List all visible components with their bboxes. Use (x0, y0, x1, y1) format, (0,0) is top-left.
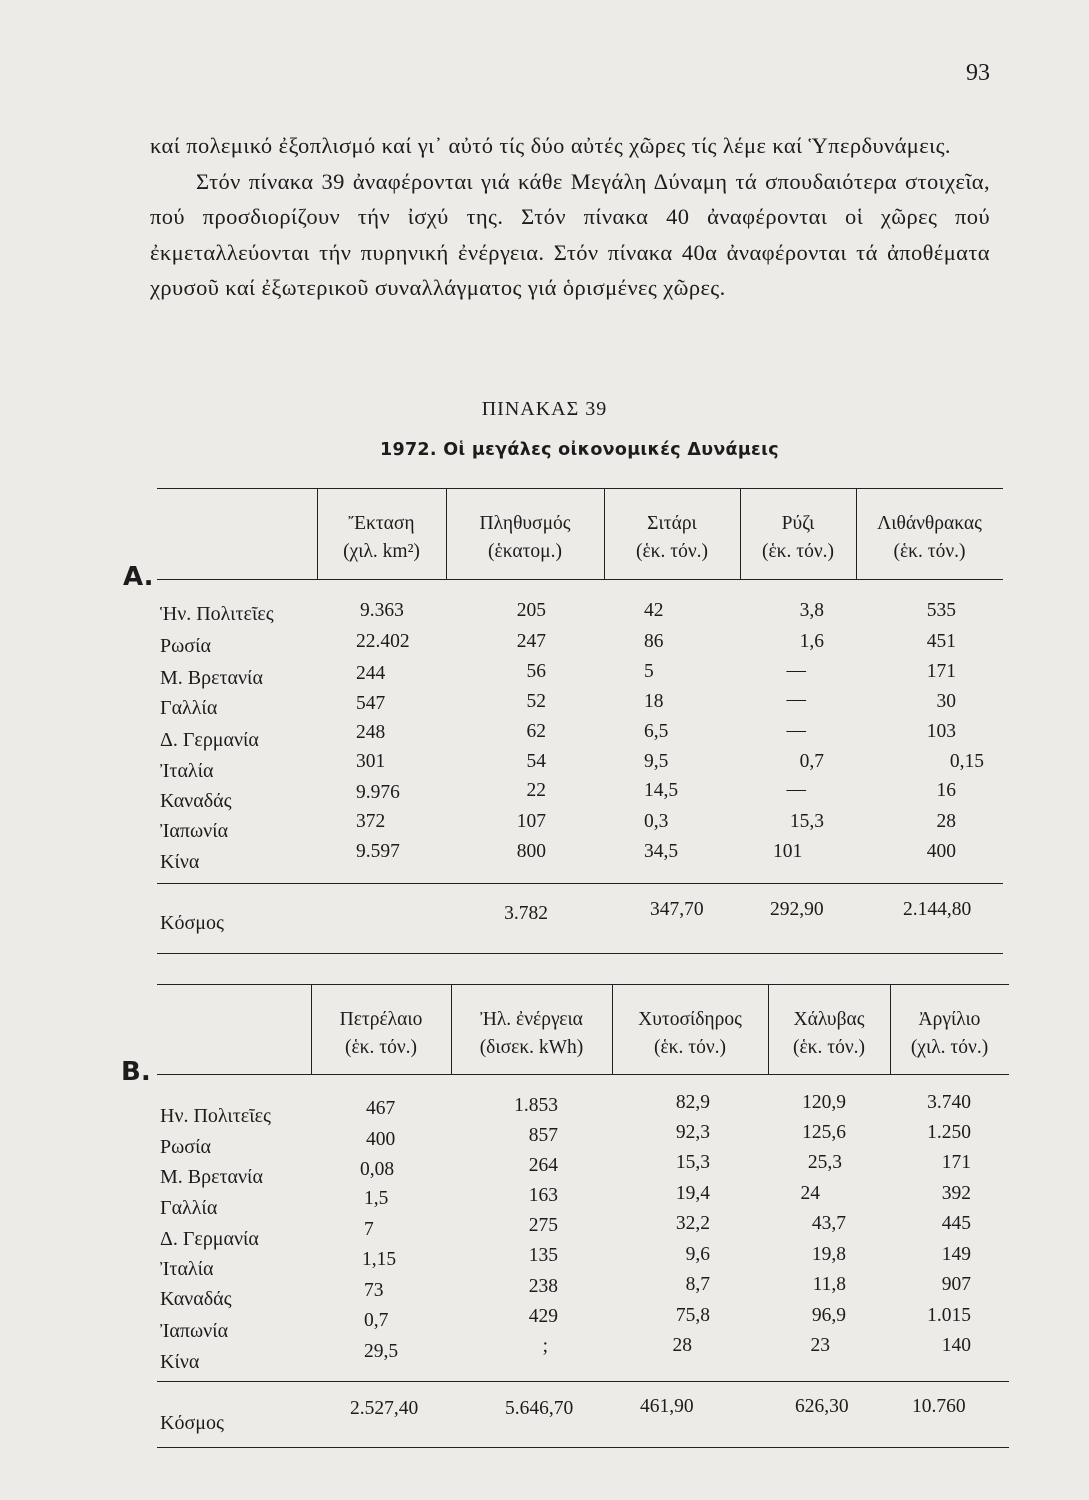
b-france-oil: 1,5 (364, 1188, 389, 1209)
b-japan-steel: 96,9 (811, 1305, 846, 1326)
country-b-japan: Ἰαπωνία (160, 1320, 229, 1342)
a-canada-area: 9.976 (356, 782, 400, 803)
header-area: Ἔκταση (χιλ. km²) (343, 513, 420, 562)
a-france-coal: 30 (936, 691, 956, 712)
b-uk-aluminium: 171 (941, 1152, 971, 1173)
country-a-italy: Ἰταλία (160, 760, 214, 782)
header-population: Πληθυσμός (ἑκατομ.) (479, 513, 571, 562)
table-caption: ΠΙΝΑΚΑΣ 39 (481, 398, 608, 420)
header-electricity: Ἠλ. ἐνέργεια (δισεκ. kWh) (479, 1009, 584, 1058)
page-number: 93 (966, 60, 990, 86)
table-title: 1972. Οἱ μεγάλες οἰκονομικές Δυνάμεις (380, 440, 779, 460)
table-b-total-rule (157, 1381, 1009, 1382)
country-a-canada: Καναδάς (160, 790, 232, 812)
b-japan-aluminium: 1.015 (927, 1305, 971, 1326)
b-us-aluminium: 3.740 (927, 1092, 971, 1113)
b-world-steel: 626,30 (795, 1396, 849, 1417)
b-uk-electricity: 264 (528, 1155, 558, 1176)
b-china-electricity: ; (542, 1336, 548, 1357)
b-china-aluminium: 140 (941, 1335, 971, 1356)
b-w-germany-pig-iron: 32,2 (675, 1213, 710, 1234)
header-steel: Χάλυβας (ἑκ. τόν.) (792, 1009, 866, 1058)
table-b-header-rule (157, 1074, 1009, 1075)
a-china-rice: 101 (773, 841, 803, 862)
a-russia-population: 247 (516, 631, 546, 652)
a-canada-population: 22 (526, 780, 546, 801)
country-a-w-germany: Δ. Γερμανία (160, 729, 259, 751)
b-russia-oil: 400 (366, 1129, 396, 1150)
b-italy-aluminium: 149 (941, 1244, 971, 1265)
b-w-germany-electricity: 275 (528, 1215, 558, 1236)
a-world-coal: 2.144,80 (903, 899, 972, 920)
b-w-germany-oil: 7 (364, 1219, 374, 1240)
country-a-russia: Ρωσία (160, 635, 211, 657)
b-china-steel: 23 (810, 1335, 830, 1356)
country-b-russia: Ρωσία (160, 1136, 211, 1158)
a-uk-population: 56 (526, 661, 546, 682)
country-b-china: Κίνα (160, 1351, 200, 1373)
a-russia-coal: 451 (926, 631, 956, 652)
b-russia-aluminium: 1.250 (927, 1122, 971, 1143)
a-japan-rice: 15,3 (789, 811, 824, 832)
a-france-area: 547 (356, 693, 386, 714)
country-b-uk: Μ. Βρετανία (160, 1166, 263, 1188)
header-aluminium: Ἀργίλιο (χιλ. τόν.) (910, 1009, 989, 1058)
b-uk-steel: 25,3 (807, 1152, 842, 1173)
header-rice: Ρύζι (ἑκ. τόν.) (761, 513, 835, 562)
a-france-wheat: 18 (644, 691, 664, 712)
header-pig-iron: Χυτοσίδηρος (ἑκ. τόν.) (638, 1009, 742, 1058)
b-japan-pig-iron: 75,8 (675, 1305, 710, 1326)
a-italy-wheat: 9,5 (644, 751, 669, 772)
b-italy-oil: 1,15 (362, 1249, 397, 1270)
a-china-wheat: 34,5 (644, 841, 679, 862)
a-uk-wheat: 5 (644, 661, 654, 682)
a-italy-area: 301 (356, 751, 386, 772)
section-a-label: A. (123, 562, 154, 592)
country-b-canada: Καναδάς (160, 1288, 232, 1310)
a-world-wheat: 347,70 (650, 899, 704, 920)
a-china-coal: 400 (926, 841, 956, 862)
header-wheat: Σιτάρι (ἑκ. τόν.) (635, 513, 709, 562)
country-a-us: Ἡν. Πολιτεῖες (160, 603, 274, 625)
paragraph-2: Στόν πίνακα 39 ἀναφέρονται γιά κάθε Μεγάλη Δύναμη τά σπουδαιότερα στοιχεῖα, πού προσδιορίζουν τήν ἰσχύ της. Στόν πίνακα 40 ἀναφέρονται οἱ χῶρες πού ἐκμεταλλεύονται τήν πυρηνική ἐνέργεια. Στόν πίνακα 40α ἀναφέρονται τά ἀποθέματα χρυσοῦ καί ἐξωτερικοῦ συναλλάγματος γιά ὁρισμένες χῶρες. (150, 168, 990, 300)
a-russia-wheat: 86 (644, 631, 664, 652)
b-japan-oil: 0,7 (364, 1310, 389, 1331)
country-a-japan: Ἰαπωνία (160, 820, 229, 842)
a-russia-area: 22.402 (356, 631, 410, 652)
b-uk-pig-iron: 15,3 (675, 1152, 710, 1173)
a-canada-coal: 16 (936, 780, 956, 801)
b-canada-aluminium: 907 (941, 1274, 971, 1295)
b-w-germany-steel: 43,7 (811, 1213, 846, 1234)
b-world-electricity: 5.646,70 (505, 1398, 574, 1419)
country-a-world: Κόσμος (160, 912, 224, 934)
country-b-italy: Ἰταλία (160, 1258, 214, 1280)
a-us-area: 9.363 (360, 600, 404, 621)
a-china-area: 9.597 (356, 841, 400, 862)
a-russia-rice: 1,6 (799, 631, 824, 652)
a-japan-area: 372 (356, 811, 386, 832)
b-canada-pig-iron: 8,7 (685, 1274, 710, 1295)
b-france-electricity: 163 (528, 1185, 558, 1206)
a-world-rice: 292,90 (770, 899, 824, 920)
b-russia-pig-iron: 92,3 (675, 1122, 710, 1143)
header-coal: Λιθάνθρακας (ἑκ. τόν.) (877, 513, 982, 562)
a-us-rice: 3,8 (799, 600, 824, 621)
country-b-w-germany: Δ. Γερμανία (160, 1228, 259, 1250)
a-us-population: 205 (516, 600, 546, 621)
b-italy-pig-iron: 9,6 (685, 1244, 710, 1265)
a-w-germany-wheat: 6,5 (644, 721, 669, 742)
b-russia-steel: 125,6 (802, 1122, 846, 1143)
a-us-coal: 535 (926, 600, 956, 621)
a-japan-population: 107 (516, 811, 546, 832)
b-w-germany-aluminium: 445 (941, 1213, 971, 1234)
b-us-oil: 467 (366, 1098, 396, 1119)
a-japan-wheat: 0,3 (644, 811, 669, 832)
b-china-oil: 29,5 (364, 1341, 399, 1362)
b-canada-steel: 11,8 (812, 1274, 846, 1295)
b-world-pig-iron: 461,90 (640, 1396, 694, 1417)
b-china-pig-iron: 28 (672, 1335, 692, 1356)
b-uk-oil: 0,08 (360, 1159, 395, 1180)
a-w-germany-coal: 103 (926, 721, 956, 742)
table-b-top-rule (157, 984, 1009, 985)
b-canada-electricity: 238 (528, 1276, 558, 1297)
a-world-population: 3.782 (504, 903, 548, 924)
b-us-pig-iron: 82,9 (675, 1092, 710, 1113)
b-france-aluminium: 392 (941, 1183, 971, 1204)
country-a-china: Κίνα (160, 851, 200, 873)
table-a-top-rule (157, 488, 1003, 489)
b-world-oil: 2.527,40 (350, 1398, 419, 1419)
a-w-germany-area: 248 (356, 722, 386, 743)
b-japan-electricity: 429 (528, 1306, 558, 1327)
a-uk-area: 244 (356, 663, 386, 684)
section-b-label: B. (121, 1057, 151, 1087)
a-canada-rice: — (786, 779, 806, 800)
a-italy-population: 54 (526, 751, 546, 772)
a-italy-coal: 0,15 (949, 751, 984, 772)
a-uk-coal: 171 (926, 661, 956, 682)
country-b-us: Ην. Πολιτεῖες (160, 1105, 271, 1127)
b-italy-steel: 19,8 (811, 1244, 846, 1265)
country-a-uk: Μ. Βρετανία (160, 667, 263, 689)
country-b-france: Γαλλία (160, 1197, 218, 1219)
a-uk-rice: — (786, 660, 806, 681)
body-text (150, 128, 990, 306)
b-russia-electricity: 857 (528, 1125, 558, 1146)
table-a-total-rule (157, 883, 1003, 884)
a-canada-wheat: 14,5 (644, 780, 679, 801)
a-japan-coal: 28 (936, 811, 956, 832)
paragraph-1: καί πολεμικό ἐξοπλισμό καί γι᾽ αὐτό τίς δύο αὐτές χῶρες τίς λέμε καί Ὑπερδυνάμεις. (150, 133, 951, 158)
a-france-population: 52 (526, 691, 546, 712)
table-a-header-rule (157, 579, 1003, 580)
b-canada-oil: 73 (364, 1280, 384, 1301)
a-china-population: 800 (516, 841, 546, 862)
a-us-wheat: 42 (644, 600, 664, 621)
b-us-electricity: 1.853 (514, 1095, 558, 1116)
country-b-world: Κόσμος (160, 1412, 224, 1434)
table-b-bottom-rule (157, 1447, 1009, 1448)
table-a-bottom-rule (157, 953, 1003, 954)
a-italy-rice: 0,7 (799, 751, 824, 772)
header-oil: Πετρέλαιο (ἑκ. τόν.) (339, 1009, 423, 1058)
a-w-germany-rice: — (786, 720, 806, 741)
b-france-steel: 24 (800, 1183, 820, 1204)
a-france-rice: — (786, 689, 806, 710)
country-a-france: Γαλλία (160, 697, 218, 719)
b-italy-electricity: 135 (528, 1245, 558, 1266)
b-world-aluminium: 10.760 (912, 1396, 966, 1417)
b-us-steel: 120,9 (802, 1092, 846, 1113)
a-w-germany-population: 62 (526, 721, 546, 742)
b-france-pig-iron: 19,4 (675, 1183, 710, 1204)
